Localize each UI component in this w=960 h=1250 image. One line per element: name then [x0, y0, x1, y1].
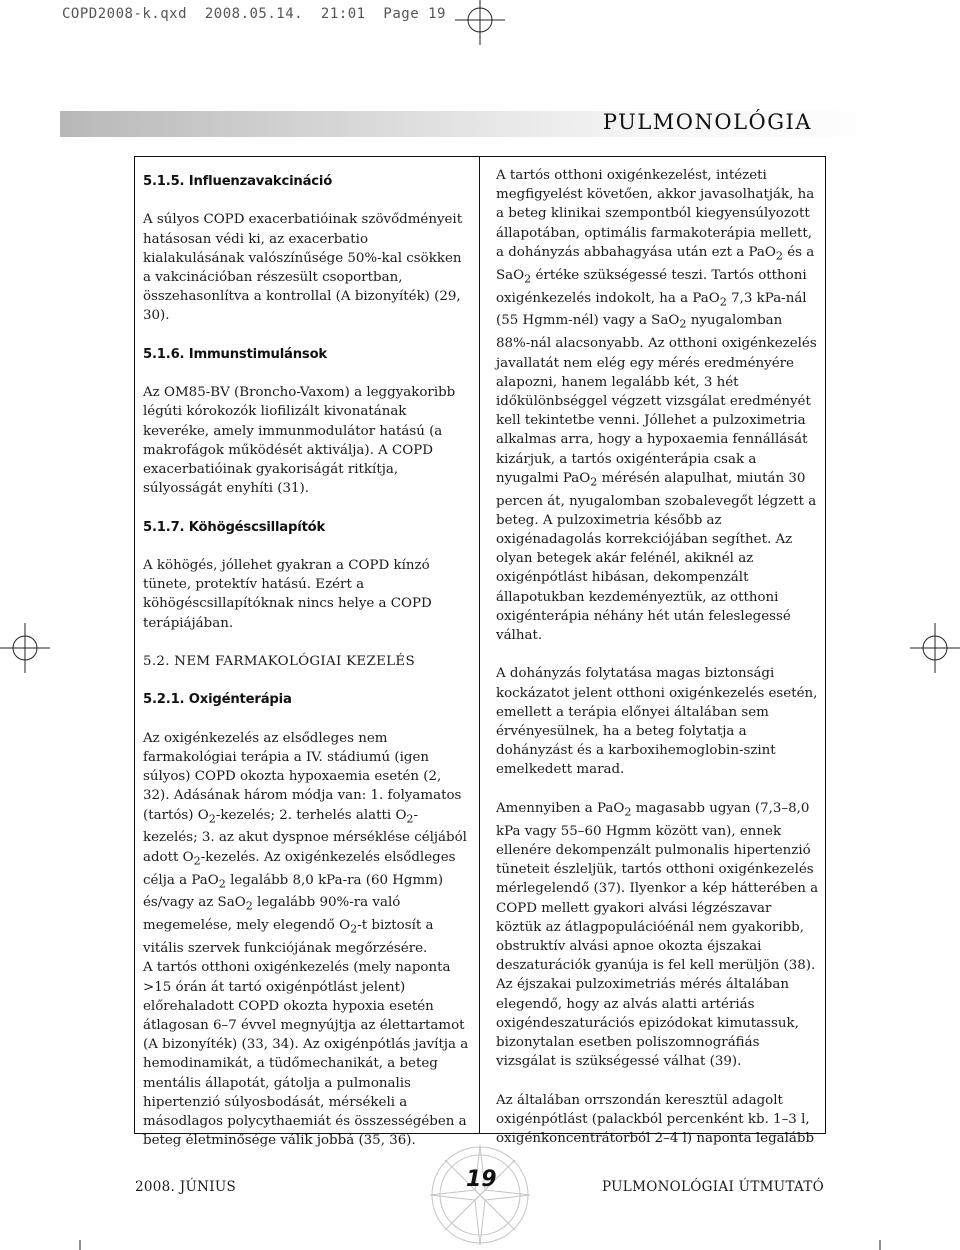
page-number: 19 — [466, 1167, 497, 1192]
section-heading: 5.1.5. Influenzavakcináció — [143, 174, 333, 189]
page-title: PULMONOLÓGIA — [602, 110, 812, 134]
registration-mark-top — [455, 0, 505, 45]
paragraph: A súlyos COPD exacerbatióinak szövődményeit hatásosan védi ki, az exacerbatio kialakulásának valószínűsége 50%-kal csökken a vakcinációban részesült csoportban, összehasonlítva a kontrollal (A bizonyíték) (29, 30). — [143, 212, 463, 324]
crop-mark-bottom-left — [70, 1240, 90, 1250]
paragraph: A köhögés, jóllehet gyakran a COPD kínzó tünete, protektív hatású. Ezért a köhögéscsillapítóknak nincs helye a COPD terápiájában. — [143, 557, 432, 631]
registration-mark-left — [0, 623, 50, 673]
right-column — [496, 166, 820, 1167]
chapter-heading: 5.2. NEM FARMAKOLÓGIAI KEZELÉS — [143, 653, 415, 669]
section-heading: 5.1.6. Immunstimulánsok — [143, 346, 328, 362]
footer-date: 2008. JÚNIUS — [135, 1179, 237, 1195]
paragraph: A tartós otthoni oxigénkezelés (mely naponta >15 órán át tartó oxigénpótlást jelent) előrehaladott COPD okozta hypoxia esetén átlagosan 6–7 évvel megnyújtja az élettartamot (A bizonyíték) (33, 34). Az oxigénpótlás javítja a hemodinamikát, a tüdőmechanikát, a beteg mentális állapotát, gátolja a pulmonalis hipertenzió súlyosbodását, mérsékeli a másodlagos polycythaemiát és összességében a beteg életminősége válik jobbá (35, 36). — [143, 960, 469, 1149]
paragraph: Az általában orrszondán keresztül adagolt oxigénpótlást (palackból percenként kb. 1–3 l, oxigénkoncentrátorból 2–4 l) naponta legalább — [496, 1092, 815, 1146]
registration-mark-right — [910, 623, 960, 673]
compass-rose-watermark — [405, 1140, 555, 1250]
paragraph: Az OM85-BV (Broncho-Vaxom) a leggyakoribb légúti kórokozók liofilizált kivonatának keveréke, amely immunmodulátor hatású (a makrofágok működését aktiválja). A COPD exacerbatióinak gyakoriságát ritkítja, súlyosságát enyhíti (31). — [143, 385, 456, 497]
crop-mark-bottom-right — [870, 1240, 890, 1250]
paragraph: Amennyiben a PaO$_2$ magasabb ugyan (7,3–8,0 kPa vagy 55–60 Hgmm között van), ennek ellenére dekompenzált pulmonalis hipertenzió tüneteit észleljük, tartós otthoni oxigénkezelés mérlegelendő (37). Ilyenkor a kép hátterében a COPD mellett gyakori alvási légzészavar köztük az átlagpopulációénál nem gyakoribb, obstruktív alvási apnoe okozta éjszakai deszaturációk gyanúja is fel kell merüljön (38). Az éjszakai pulzoximetriás mérés általában elegendő, hogy az alvás alatti artériás oxigéndeszaturációs epizódokat kimutassuk, bizonytalan esetben poliszomnográfiás vizsgálat is szükségessé válhat (39). — [496, 800, 819, 1070]
paragraph: A dohányzás folytatása magas biztonsági kockázatot jelent otthoni oxigénkezelés esetén, emellett a terápia előnyei általában sem érvényesülnek, ha a beteg folytatja a dohányzást és a karboxihemoglobin-szint emelkedett marad. — [496, 666, 818, 778]
paragraph: Az oxigénkezelés az elsődleges nem farmakológiai terápia a IV. stádiumú (igen súlyos) COPD okozta hypoxaemia esetén (2, 32). Adásának három módja van: 1. folyamatos (tartós) $O_2$-kezelés; 2. terhelés alatti $O_2$-kezelés; 3. az akut dyspnoe mérséklése céljából adott $O_2$-kezelés. Az oxigénkezelés elsődleges célja a PaO$_2$ legalább 8,0 kPa-ra (60 Hgmm) és/vagy az SaO$_2$ legalább 90%-ra való megemelése, mely elegendő $O_2-t$ biztosít a vitális szervek funkciójának megőrzésére. — [143, 730, 467, 957]
print-slug: COPD2008-k.qxd 2008.05.14. 21:01 Page 19 — [62, 6, 446, 22]
section-heading: 5.1.7. Köhögéscsillapítók — [143, 519, 326, 535]
section-heading: 5.2.1. Oxigénterápia — [143, 692, 292, 708]
paragraph: A tartós otthoni oxigénkezelést, intézeti megfigyelést követően, akkor javasolhatják, ha a beteg klinikai szempontból kiegyensúlyozott állapotában, optimális farmakoterápia mellett, a dohányzás abbahagyása után ezt a PaO$_2$ és a SaO$_2$ értéke szükségessé teszi. Tartós otthoni oxigénkezelés indokolt, ha a PaO$_2$ 7,3 kPa-nál (55 Hgmm-nél) vagy a SaO$_2$ nyugalomban 88%-nál alacsonyabb. Az otthoni oxigénkezelés javallatát nem elég egy mérés eredményére alapozni, hanem legalább két, 3 hét időkülönbséggel végzett vizsgálat eredményét kell tekintetbe venni. Jóllehet a pulzoximetria alkalmas arra, hogy a hypoxaemia fennállását kizárjuk, a tartós oxigénterápia csak a nyugalmi PaO$_2$ mérésén alapulhat, miután 30 percen át, nyugalomban szobalevegőt légzett a beteg. A pulzoximetria később az oxigénadagolás korrekciójában segíthet. Az olyan betegek akár felénél, akiknél az oxigénpótlást hibásan, dekompenzált állapotukban kezdeményeztük, az otthoni oxigénterápia néhány hét után feleslegessé válhat. — [496, 168, 817, 644]
footer-publication: PULMONOLÓGIAI ÚTMUTATÓ — [601, 1179, 824, 1195]
column-divider — [479, 156, 480, 1134]
left-column — [143, 166, 471, 1150]
